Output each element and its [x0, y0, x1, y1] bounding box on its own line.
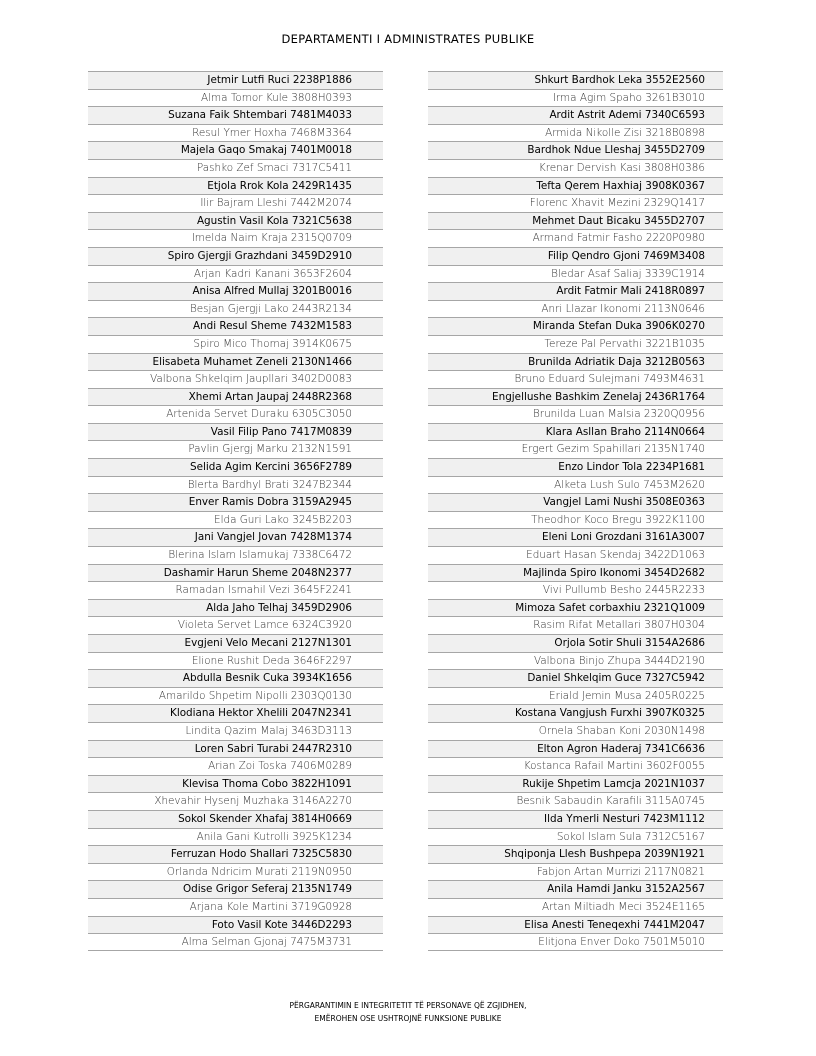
- list-item: Kostana Vangjush Furxhi 3907K0325: [428, 704, 723, 722]
- list-item: Elda Guri Lako 3245B2203: [88, 511, 383, 529]
- list-item: Elisa Anesti Teneqexhi 7441M2047: [428, 916, 723, 934]
- list-item: Ilda Ymerli Nesturi 7423M1112: [428, 810, 723, 828]
- list-item: Orlanda Ndricim Murati 2119N0950: [88, 863, 383, 881]
- list-item: Besjan Gjergji Lako 2443R2134: [88, 300, 383, 318]
- list-item: Enver Ramis Dobra 3159A2945: [88, 493, 383, 511]
- list-item: Vasil Filip Pano 7417M0839: [88, 423, 383, 441]
- list-item: Filip Qendro Gjoni 7469M3408: [428, 247, 723, 265]
- list-item: Rasim Rifat Metallari 3807H0304: [428, 616, 723, 634]
- list-item: Anila Gani Kutrolli 3925K1234: [88, 828, 383, 846]
- list-item: Resul Ymer Hoxha 7468M3364: [88, 124, 383, 142]
- list-item: Kostanca Rafail Martini 3602F0055: [428, 757, 723, 775]
- list-item: Alma Selman Gjonaj 7475M3731: [88, 933, 383, 951]
- list-item: Ramadan Ismahil Vezi 3645F2241: [88, 581, 383, 599]
- list-item: Eleni Loni Grozdani 3161A3007: [428, 528, 723, 546]
- list-item: Tereze Pal Pervathi 3221B1035: [428, 335, 723, 353]
- list-item: Andi Resul Sheme 7432M1583: [88, 317, 383, 335]
- list-item: Daniel Shkelqim Guce 7327C5942: [428, 669, 723, 687]
- list-item: Elitjona Enver Doko 7501M5010: [428, 933, 723, 951]
- list-item: Pavlin Gjergj Marku 2132N1591: [88, 440, 383, 458]
- list-item: Selida Agim Kercini 3656F2789: [88, 458, 383, 476]
- list-item: Ergert Gezim Spahillari 2135N1740: [428, 440, 723, 458]
- list-item: Armida Nikolle Zisi 3218B0898: [428, 124, 723, 142]
- list-item: Theodhor Koco Bregu 3922K1100: [428, 511, 723, 529]
- list-item: Klodiana Hektor Xhelili 2047N2341: [88, 704, 383, 722]
- list-item: Bruno Eduard Sulejmani 7493M4631: [428, 370, 723, 388]
- list-item: Anri Llazar Ikonomi 2113N0646: [428, 300, 723, 318]
- list-item: Fabjon Artan Murrizi 2117N0821: [428, 863, 723, 881]
- right-name-list: [428, 71, 723, 951]
- list-item: Spiro Mico Thomaj 3914K0675: [88, 335, 383, 353]
- list-item: Blerina Islam Islamukaj 7338C6472: [88, 546, 383, 564]
- left-name-list: [88, 71, 383, 951]
- list-item: Odise Grigor Seferaj 2135N1749: [88, 880, 383, 898]
- list-item: Bardhok Ndue Lleshaj 3455D2709: [428, 141, 723, 159]
- list-item: Foto Vasil Kote 3446D2293: [88, 916, 383, 934]
- list-item: Besnik Sabaudin Karafili 3115A0745: [428, 792, 723, 810]
- list-item: Ornela Shaban Koni 2030N1498: [428, 722, 723, 740]
- list-item: Vangjel Lami Nushi 3508E0363: [428, 493, 723, 511]
- list-item: Etjola Rrok Kola 2429R1435: [88, 177, 383, 195]
- list-item: Blerta Bardhyl Brati 3247B2344: [88, 476, 383, 494]
- list-item: Artenida Servet Duraku 6305C3050: [88, 405, 383, 423]
- list-item: Valbona Binjo Zhupa 3444D2190: [428, 652, 723, 670]
- footer: [0, 999, 816, 1025]
- list-item: Elione Rushit Deda 3646F2297: [88, 652, 383, 670]
- list-item: Enzo Lindor Tola 2234P1681: [428, 458, 723, 476]
- list-item: Eduart Hasan Skendaj 3422D1063: [428, 546, 723, 564]
- list-item: Florenc Xhavit Mezini 2329Q1417: [428, 194, 723, 212]
- list-item: Artan Miltiadh Meci 3524E1165: [428, 898, 723, 916]
- list-item: Ferruzan Hodo Shallari 7325C5830: [88, 845, 383, 863]
- list-item: Lindita Qazim Malaj 3463D3113: [88, 722, 383, 740]
- list-item: Dashamir Harun Sheme 2048N2377: [88, 564, 383, 582]
- list-item: Spiro Gjergji Grazhdani 3459D2910: [88, 247, 383, 265]
- list-item: Sokol Islam Sula 7312C5167: [428, 828, 723, 846]
- list-item: Armand Fatmir Fasho 2220P0980: [428, 229, 723, 247]
- list-item: Evgjeni Velo Mecani 2127N1301: [88, 634, 383, 652]
- list-item: Ilir Bajram Lleshi 7442M2074: [88, 194, 383, 212]
- list-item: Jani Vangjel Jovan 7428M1374: [88, 528, 383, 546]
- list-item: Arjan Kadri Kanani 3653F2604: [88, 265, 383, 283]
- footer-line-2: EMËROHEN OSE USHTROJNË FUNKSIONE PUBLIKE: [314, 1014, 502, 1023]
- list-item: Mimoza Safet corbaxhiu 2321Q1009: [428, 599, 723, 617]
- list-item: Alketa Lush Sulo 7453M2620: [428, 476, 723, 494]
- list-item: Amarildo Shpetim Nipolli 2303Q0130: [88, 687, 383, 705]
- list-item: Violeta Servet Lamce 6324C3920: [88, 616, 383, 634]
- list-item: Majela Gaqo Smakaj 7401M0018: [88, 141, 383, 159]
- list-item: Shqiponja Llesh Bushpepa 2039N1921: [428, 845, 723, 863]
- list-item: Vivi Pullumb Besho 2445R2233: [428, 581, 723, 599]
- list-item: Brunilda Adriatik Daja 3212B0563: [428, 353, 723, 371]
- list-item: Jetmir Lutfi Ruci 2238P1886: [88, 71, 383, 89]
- list-item: Mehmet Daut Bicaku 3455D2707: [428, 212, 723, 230]
- list-item: Elton Agron Haderaj 7341C6636: [428, 740, 723, 758]
- list-item: Irma Agim Spaho 3261B3010: [428, 89, 723, 107]
- list-item: Engjellushe Bashkim Zenelaj 2436R1764: [428, 388, 723, 406]
- list-item: Alda Jaho Telhaj 3459D2906: [88, 599, 383, 617]
- list-item: Valbona Shkelqim Jaupllari 3402D0083: [88, 370, 383, 388]
- list-item: Suzana Faik Shtembari 7481M4033: [88, 106, 383, 124]
- list-item: Orjola Sotir Shuli 3154A2686: [428, 634, 723, 652]
- list-item: Elisabeta Muhamet Zeneli 2130N1466: [88, 353, 383, 371]
- list-item: Majlinda Spiro Ikonomi 3454D2682: [428, 564, 723, 582]
- list-item: Krenar Dervish Kasi 3808H0386: [428, 159, 723, 177]
- list-item: Agustin Vasil Kola 7321C5638: [88, 212, 383, 230]
- list-item: Anila Hamdi Janku 3152A2567: [428, 880, 723, 898]
- footer-line-1: PËRGARANTIMIN E INTEGRITETIT TË PERSONAVE QË ZGJIDHEN,: [289, 1001, 527, 1010]
- list-item: Tefta Qerem Haxhiaj 3908K0367: [428, 177, 723, 195]
- list-item: Loren Sabri Turabi 2447R2310: [88, 740, 383, 758]
- list-item: Xhevahir Hysenj Muzhaka 3146A2270: [88, 792, 383, 810]
- list-item: Alma Tomor Kule 3808H0393: [88, 89, 383, 107]
- list-item: Sokol Skender Xhafaj 3814H0669: [88, 810, 383, 828]
- list-item: Ardit Astrit Ademi 7340C6593: [428, 106, 723, 124]
- list-item: Ardit Fatmir Mali 2418R0897: [428, 282, 723, 300]
- list-item: Anisa Alfred Mullaj 3201B0016: [88, 282, 383, 300]
- list-item: Brunilda Luan Malsia 2320Q0956: [428, 405, 723, 423]
- list-item: Rukije Shpetim Lamcja 2021N1037: [428, 775, 723, 793]
- list-item: Xhemi Artan Jaupaj 2448R2368: [88, 388, 383, 406]
- list-item: Miranda Stefan Duka 3906K0270: [428, 317, 723, 335]
- list-item: Bledar Asaf Saliaj 3339C1914: [428, 265, 723, 283]
- list-item: Klara Asllan Braho 2114N0664: [428, 423, 723, 441]
- list-item: Pashko Zef Smaci 7317C5411: [88, 159, 383, 177]
- list-item: Eriald Jemin Musa 2405R0225: [428, 687, 723, 705]
- list-item: Arjana Kole Martini 3719G0928: [88, 898, 383, 916]
- page-title: DEPARTAMENTI I ADMINISTRATES PUBLIKE: [281, 32, 535, 46]
- list-item: Shkurt Bardhok Leka 3552E2560: [428, 71, 723, 89]
- list-item: Arian Zoi Toska 7406M0289: [88, 757, 383, 775]
- list-item: Imelda Naim Kraja 2315Q0709: [88, 229, 383, 247]
- list-item: Klevisa Thoma Cobo 3822H1091: [88, 775, 383, 793]
- list-item: Abdulla Besnik Cuka 3934K1656: [88, 669, 383, 687]
